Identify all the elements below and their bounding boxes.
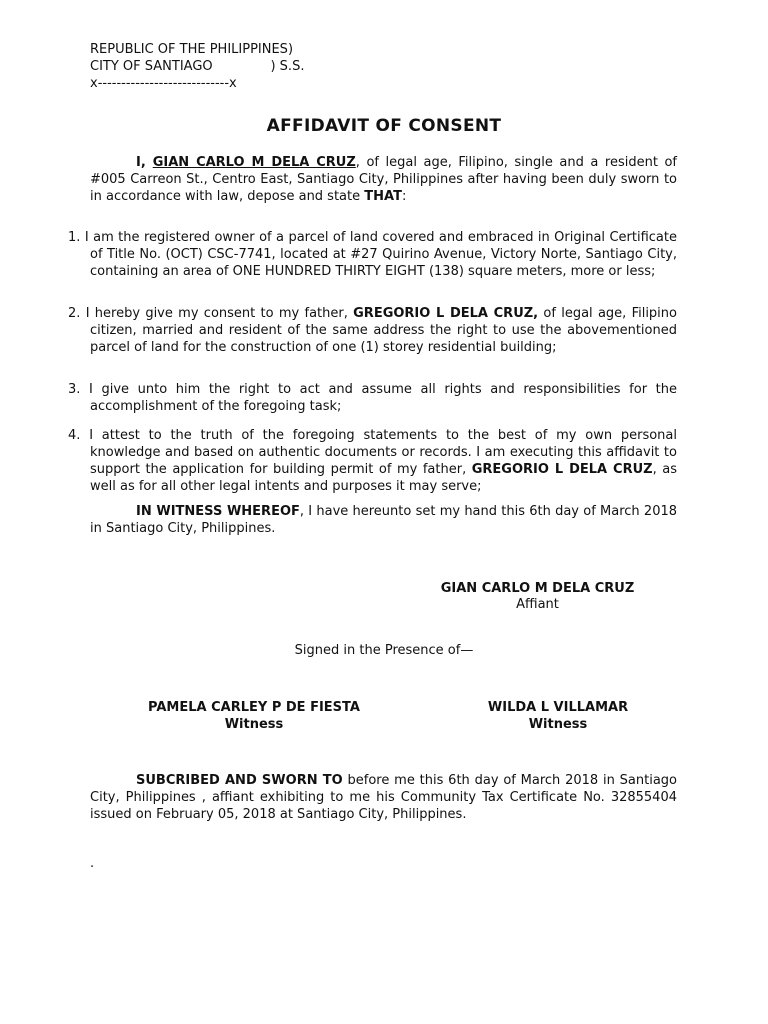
clause-number: 2. (68, 306, 81, 321)
affiant-signature-name: GIAN CARLO M DELA CRUZ (440, 581, 635, 596)
clause-3 (68, 381, 677, 415)
intro-colon: : (401, 189, 407, 204)
clause-2 (68, 305, 677, 356)
witness-1-name: PAMELA CARLEY P DE FIESTA (148, 700, 360, 715)
clause-1 (68, 229, 677, 280)
clause-text: I am the registered owner of a parcel of land covered and embraced in Original Certificate of Title No. (OCT) CSC-7741, located at #27 Quirino Avenue, Victory Norte, Santiago City, containing an area of ONE HUNDRED THIRTY EIGHT (138) square meters, more or less; (84, 230, 677, 279)
in-witness-text: , I have hereunto set my hand this 6th day of March 2018 in Santiago City, Philippines. (90, 504, 678, 536)
affiant-name-inline: GIAN CARLO M DELA CRUZ (152, 155, 356, 170)
in-witness-paragraph (90, 503, 677, 537)
witness-1-role: Witness (224, 717, 284, 732)
father-name: GREGORIO L DELA CRUZ, (353, 306, 539, 321)
clause-4 (68, 427, 677, 495)
caption-republic: REPUBLIC OF THE PHILIPPINES) (90, 42, 294, 57)
witness-2-name: WILDA L VILLAMAR (487, 700, 629, 715)
intro-that: THAT (364, 189, 402, 204)
intro-lead: I, (136, 155, 153, 170)
intro-paragraph (90, 154, 677, 205)
jurat-heading: SUBCRIBED AND SWORN TO (136, 773, 343, 788)
document-title: AFFIDAVIT OF CONSENT (266, 116, 502, 136)
clause-text-pre: I hereby give my consent to my father, (85, 306, 354, 321)
caption-city: CITY OF SANTIAGO ) S.S. (90, 59, 305, 74)
witness-2-role: Witness (528, 717, 588, 732)
clause-text-post: , as well as for all other legal intents and purposes it may serve; (90, 462, 677, 494)
father-name: GREGORIO L DELA CRUZ (471, 462, 653, 477)
clause-number: 1. (68, 230, 81, 245)
clause-text-pre: I attest to the truth of the foregoing statements to the best of my own personal knowledge and based on authentic documents or records. I am executing this affidavit to support the application for building permit of my father, (89, 428, 677, 477)
jurat-paragraph (90, 772, 677, 823)
affiant-signature-role: Affiant (516, 597, 559, 612)
signed-presence-line: Signed in the Presence of— (294, 643, 474, 658)
trailing-mark: . (90, 856, 95, 871)
caption-separator: x----------------------------x (90, 76, 237, 91)
clause-text: I give unto him the right to act and assume all rights and responsibilities for the accomplishment of the foregoing task; (89, 382, 677, 414)
jurat-text: before me this 6th day of March 2018 in Santiago City, Philippines , affiant exhibiting to me his Community Tax Certificate No. 32855404 issued on February 05, 2018 at Santiago City, Philippines. (90, 773, 678, 822)
intro-body: , of legal age, Filipino, single and a resident of #005 Carreon St., Centro East, Santiago City, Philippines after having been duly sworn to in accordance with law, depose and state (90, 155, 677, 204)
clause-number: 4. (68, 428, 81, 443)
clause-number: 3. (68, 382, 81, 397)
venue-caption (90, 41, 304, 92)
clause-text-post: of legal age, Filipino citizen, married and resident of the same address the right to use the abovementioned parcel of land for the construction of one (1) storey residential building; (90, 306, 677, 355)
in-witness-whereof: IN WITNESS WHEREOF (136, 504, 300, 519)
